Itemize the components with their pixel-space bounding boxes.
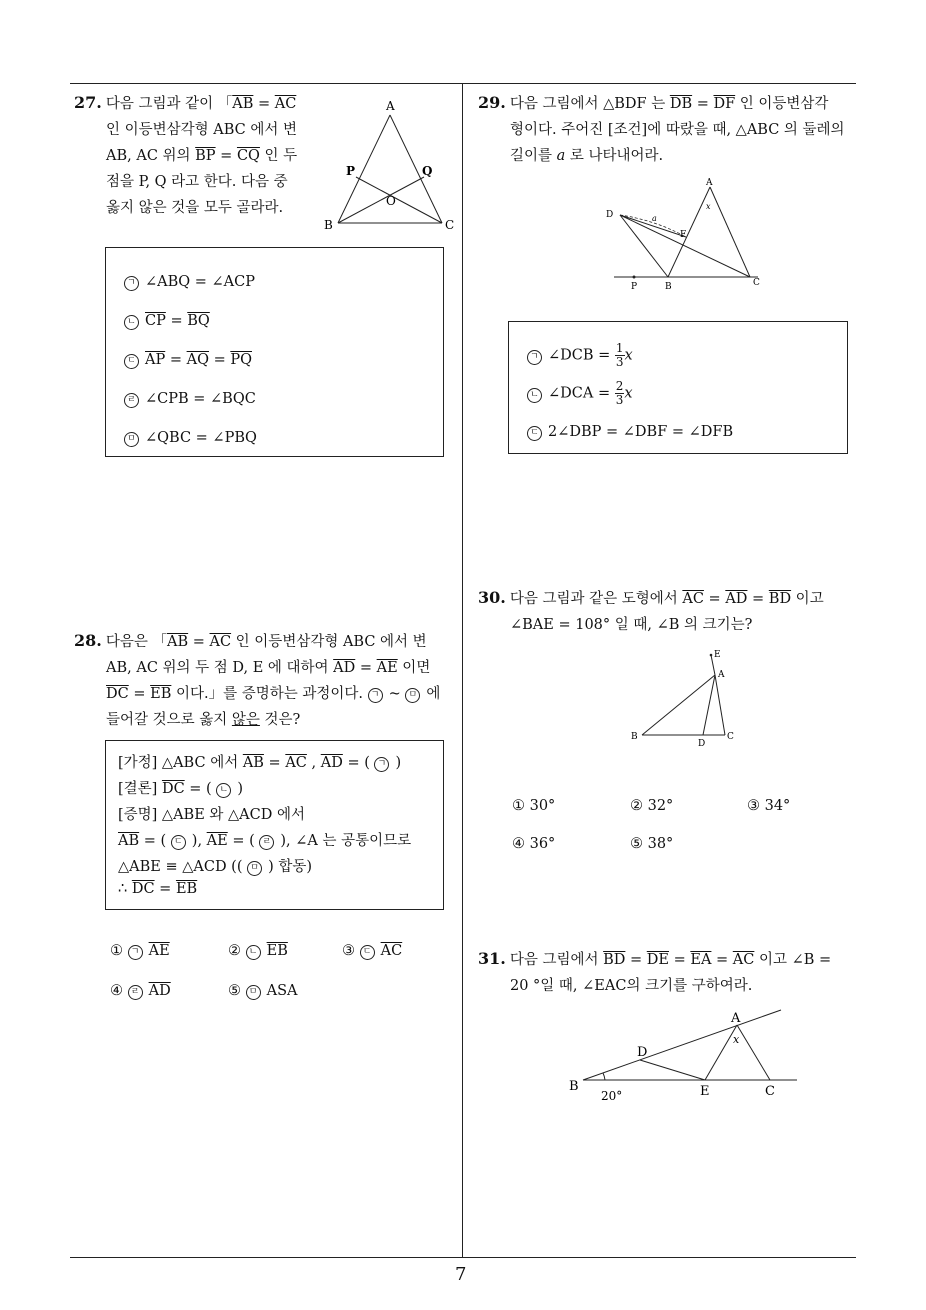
label-A: A <box>706 178 713 188</box>
label-P: P <box>631 282 638 292</box>
label-B: B <box>631 732 638 742</box>
label-B: B <box>665 282 672 292</box>
question-31 <box>478 946 863 999</box>
question-number: 28. <box>74 631 102 650</box>
choice-row: ㄷ $\overline{AP} = \overline{AQ} = \overline{PQ}$ <box>124 352 252 369</box>
question-text: AB, AC 위의 $\overline{BP} = \overline{CQ}$ 인 두 <box>106 148 298 164</box>
q28-option-1[interactable]: ① ㄱ $\overline{AE}$ <box>110 943 170 959</box>
label-A: A <box>731 1011 741 1026</box>
column-divider <box>462 83 463 1258</box>
q30-option-5[interactable]: ⑤ 38° <box>630 836 674 852</box>
choice-row: ㄹ ∠CPB = ∠BQC <box>124 391 256 408</box>
question-text: 다음 그림에서 △BDF 는 $\overline{DB} = \overline{DF}$ 인 이등변삼각 <box>509 96 829 112</box>
choice-row: ㄱ ∠ABQ = ∠ACP <box>124 274 255 291</box>
label-D: D <box>698 739 706 749</box>
question-number: 31. <box>478 949 506 968</box>
label-A: A <box>386 99 395 113</box>
question-28 <box>74 628 459 733</box>
question-number: 29. <box>478 93 506 112</box>
label-x: x <box>733 1033 740 1046</box>
circled-mark-icon: ㄴ <box>124 315 139 330</box>
label-Q: Q <box>422 164 433 178</box>
circled-mark-icon: ㄱ <box>527 350 542 365</box>
proof-line: [결론] $\overline{DC}$ = ( ㄴ ) <box>118 781 243 797</box>
q30-option-2[interactable]: ② 32° <box>630 798 674 814</box>
q28-option-3[interactable]: ③ ㄷ $\overline{AC}$ <box>342 943 403 959</box>
q29-condition-box <box>508 321 848 454</box>
question-text: 형이다. 주어진 [조건]에 따랐을 때, △ABC 의 둘레의 <box>510 122 845 138</box>
question-text: 인 이등변삼각형 ABC 에서 변 <box>106 122 297 138</box>
question-text: 20 °일 때, ∠EAC의 크기를 구하여라. <box>510 978 753 994</box>
figure-27-triangle <box>320 95 460 235</box>
q28-option-4[interactable]: ④ ㄹ $\overline{AD}$ <box>110 983 171 999</box>
label-C: C <box>753 278 760 288</box>
question-text: 다음 그림과 같이 「$\overline{AB} = \overline{AC}$ <box>105 96 297 112</box>
label-C: C <box>765 1084 775 1099</box>
circled-mark-icon: ㄷ <box>124 354 139 369</box>
question-text: AB, AC 위의 두 점 D, E 에 대하여 $\overline{AD} = \overline{AE}$ 이면 <box>106 660 431 676</box>
q28-option-5[interactable]: ⑤ ㅁ ASA <box>228 983 298 999</box>
page-number: 7 <box>455 1264 467 1285</box>
choice-row: ㄴ $\overline{CP} = \overline{BQ}$ <box>124 313 210 330</box>
q28-option-2[interactable]: ② ㄴ $\overline{EB}$ <box>228 943 288 959</box>
circled-mark-icon: ㅁ <box>124 432 139 447</box>
q30-option-1[interactable]: ① 30° <box>512 798 556 814</box>
question-text: ∠BAE = 108° 일 때, ∠B 의 크기는? <box>510 617 753 633</box>
label-P: P <box>346 164 356 178</box>
figure-30 <box>625 645 745 750</box>
question-27 <box>74 90 314 221</box>
proof-line: ∴ $\overline{DC} = \overline{EB}$ <box>118 881 198 897</box>
question-text: 다음은 「$\overline{AB} = \overline{AC}$ 인 이등변삼각형 ABC 에서 변 <box>105 634 427 650</box>
label-E: E <box>700 1084 710 1099</box>
circled-mark-icon: ㄷ <box>527 426 542 441</box>
question-30 <box>478 585 863 638</box>
figure-31 <box>565 1005 805 1105</box>
condition-row: ㄷ 2∠DBP = ∠DBF = ∠DFB <box>527 424 733 441</box>
q30-option-4[interactable]: ④ 36° <box>512 836 556 852</box>
q30-option-3[interactable]: ③ 34° <box>747 798 791 814</box>
proof-line: △ABE ≡ △ACD (( ㅁ ) 합동) <box>118 859 313 875</box>
label-C: C <box>445 218 455 232</box>
question-29 <box>478 90 863 169</box>
question-text: 길이를 a 로 나타내어라. <box>510 148 664 164</box>
proof-line: [가정] △ABC 에서 $\overline{AB} = \overline{AC}$ , $\overline{AD}$ = ( ㄱ ) <box>118 755 402 771</box>
q28-proof-box <box>105 740 444 910</box>
label-B: B <box>324 218 333 232</box>
question-text: 다음 그림에서 $\overline{BD} = \overline{DE} = \overline{EA} = \overline{AC}$ 이고 ∠B = <box>509 952 832 968</box>
choice-row: ㅁ ∠QBC = ∠PBQ <box>124 430 257 447</box>
circled-mark-icon: ㄱ <box>124 276 139 291</box>
top-rule <box>70 83 856 84</box>
question-text: 점을 P, Q 라고 한다. 다음 중 <box>106 174 288 190</box>
proof-line: $\overline{AB}$ = ( ㄷ ), $\overline{AE}$ = ( ㄹ ), ∠A 는 공통이므로 <box>118 833 412 849</box>
question-text: 다음 그림과 같은 도형에서 $\overline{AC} = \overline{AD} = \overline{BD}$ 이고 <box>509 591 824 607</box>
label-x: x <box>706 202 711 211</box>
question-text: 옳지 않은 것을 모두 골라라. <box>106 200 284 216</box>
circled-mark-icon: ㄴ <box>527 388 542 403</box>
condition-row: ㄱ ∠DCB = $\frac{1}{3}$ x <box>527 342 633 369</box>
bottom-rule <box>70 1257 856 1258</box>
label-a: a <box>652 214 657 223</box>
circled-mark-icon: ㄹ <box>124 393 139 408</box>
question-text: $\overline{DC} = \overline{EB}$ 이다.」를 증명하는 과정이다. ㄱ ~ ㅁ 에 <box>106 686 441 702</box>
question-number: 30. <box>478 588 506 607</box>
question-number: 27. <box>74 93 102 112</box>
label-C: C <box>727 732 734 742</box>
proof-line: [증명] △ABE 와 △ACD 에서 <box>118 807 305 823</box>
label-D: D <box>606 210 614 220</box>
question-text: 들어갈 것으로 옳지 않은 것은? <box>106 712 301 728</box>
label-E: E <box>714 650 721 660</box>
label-A: A <box>718 670 725 680</box>
label-F: F <box>680 230 687 240</box>
condition-row: ㄴ ∠DCA = $\frac{2}{3}$ x <box>527 380 633 407</box>
label-D: D <box>637 1045 648 1060</box>
label-angle: 20° <box>601 1089 623 1103</box>
figure-29 <box>600 175 770 295</box>
label-B: B <box>569 1079 579 1094</box>
q27-choice-box <box>105 247 444 457</box>
label-O: O <box>386 194 396 208</box>
